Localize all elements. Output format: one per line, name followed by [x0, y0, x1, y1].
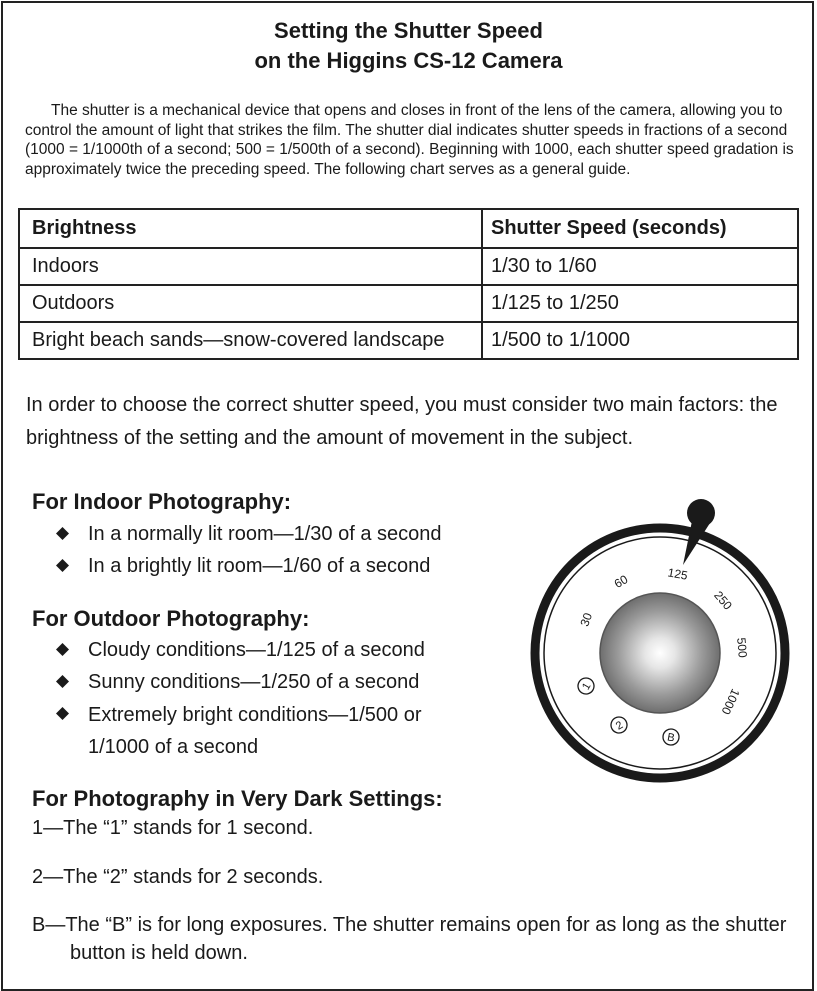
lens-center — [600, 593, 720, 713]
table-cell: Bright beach sands—snow-covered landscape — [19, 322, 482, 359]
table-header-row — [19, 209, 798, 248]
diamond-bullet-icon — [56, 707, 69, 720]
list-item-text: Cloudy conditions—1/125 of a second — [88, 639, 425, 661]
table-cell: Indoors — [19, 248, 482, 285]
outdoor-list — [52, 635, 438, 763]
list-item-text: In a brightly lit room—1/60 of a second — [88, 555, 431, 577]
table-row — [19, 248, 798, 285]
diamond-bullet-icon — [56, 643, 69, 656]
diamond-bullet-icon — [56, 559, 69, 572]
dial-circled-b — [662, 728, 681, 747]
indoor-heading: For Indoor Photography: — [32, 489, 292, 514]
list-item — [52, 667, 438, 699]
dial-label-1000: 1000 — [718, 686, 743, 717]
dial-label-60: 60 — [611, 572, 631, 591]
shutter-dial-illustration — [520, 493, 800, 783]
diamond-bullet-icon — [56, 527, 69, 540]
dial-circled-label: B — [666, 731, 676, 745]
list-item-text: In a normally lit room—1/30 of a second — [88, 523, 442, 545]
table-cell: Outdoors — [19, 285, 482, 322]
dark-item-b: B—The “B” is for long exposures. The shutter remains open for as long as the shutter button is held down. — [32, 914, 787, 964]
dial-label-250: 250 — [711, 588, 735, 613]
title-line-2: on the Higgins CS-12 Camera — [254, 48, 563, 73]
list-item — [52, 635, 438, 667]
dial-circled-1 — [575, 675, 597, 697]
dial-circled-2 — [608, 714, 630, 736]
table-row — [19, 322, 798, 359]
title-line-1: Setting the Shutter Speed — [274, 18, 543, 43]
table-cell: 1/30 to 1/60 — [482, 248, 798, 285]
table-cell: 1/500 to 1/1000 — [482, 322, 798, 359]
list-item-text: Extremely bright conditions—1/500 or 1/1000 of a second — [88, 704, 422, 758]
page-title — [0, 16, 817, 76]
indoor-list — [52, 519, 442, 583]
shutter-speed-table — [18, 208, 799, 360]
dark-heading: For Photography in Very Dark Settings: — [32, 786, 443, 811]
outdoor-heading: For Outdoor Photography: — [32, 606, 310, 631]
intro-paragraph: The shutter is a mechanical device that opens and closes in front of the lens of the camera, allowing you to control the amount of light that strikes the film. The shutter dial indicates shutter speeds in fractions of a second (1000 = 1/1000th of a second; 500 = 1/500th of a second). Beginning with 1000, each shutter speed gradation is approximately twice the preceding speed. The following chart serves as a general guide. — [25, 102, 794, 178]
table-cell: 1/125 to 1/250 — [482, 285, 798, 322]
list-item — [52, 699, 438, 763]
list-item — [52, 519, 442, 551]
lead-paragraph: In order to choose the correct shutter speed, you must consider two main factors: the brightness of the setting and the amount of movement in the subject. — [26, 394, 778, 449]
dial-label-500: 500 — [734, 637, 750, 659]
dial-label-125: 125 — [666, 565, 689, 583]
dial-circled-label: 2 — [613, 719, 626, 733]
table-row — [19, 285, 798, 322]
list-item — [52, 551, 442, 583]
dial-label-30: 30 — [577, 610, 596, 629]
dark-item-1: 1—The “1” stands for 1 second. — [32, 817, 314, 839]
column-header-brightness: Brightness — [19, 209, 482, 248]
dark-item-2: 2—The “2” stands for 2 seconds. — [32, 866, 324, 888]
dial-circled-label: 1 — [580, 680, 594, 693]
column-header-shutter-speed: Shutter Speed (seconds) — [482, 209, 798, 248]
list-item-text: Sunny conditions—1/250 of a second — [88, 671, 420, 693]
diamond-bullet-icon — [56, 675, 69, 688]
